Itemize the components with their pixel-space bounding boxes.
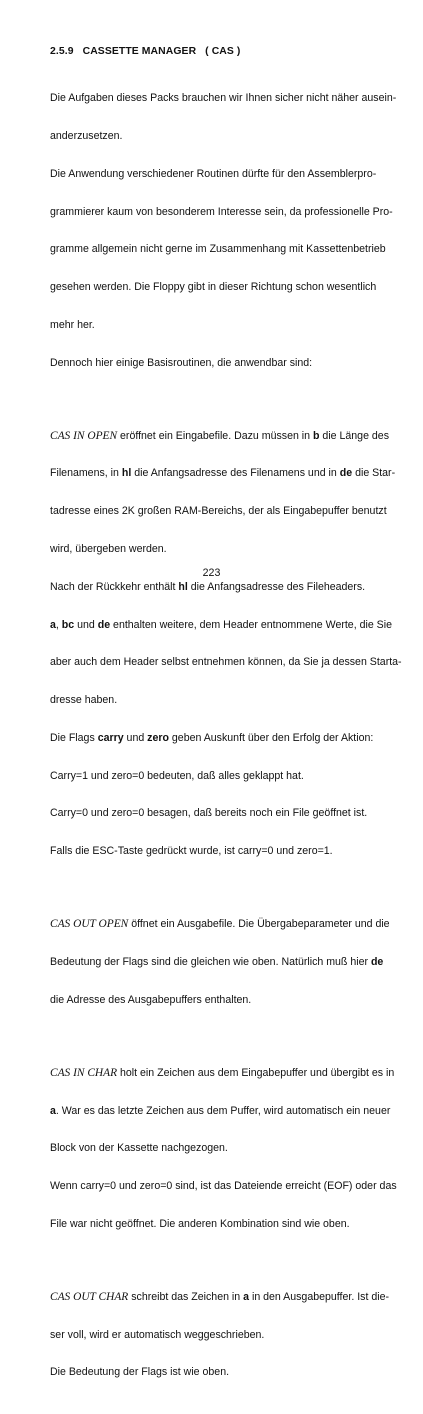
text-line: wird, übergeben werden. [50,542,167,555]
text-line: anderzusetzen. [50,129,123,142]
text-line: Carry=0 und zero=0 besagen, daß bereits noch ein File geöffnet ist. [50,807,368,820]
text-span: eröffnet ein Eingabefile. Dazu müssen in [117,429,313,442]
section-heading [50,46,380,57]
text-line: tadresse eines 2K großen RAM-Bereichs, der als Eingabepuffer benutzt [50,505,387,518]
register-name: a [50,1104,56,1117]
text-span: die Länge des [319,429,389,442]
text-span: , [55,618,62,631]
register-name: bc [61,618,75,631]
text-span: Nach der Rückkehr enthält [50,580,179,593]
text-line [50,1104,391,1118]
cas-in-char-paragraph [50,1042,397,1256]
routine-name: CAS IN OPEN [50,429,118,442]
text-span: schreibt das Zeichen in [128,1290,244,1303]
register-name: de [339,467,353,480]
text-line: gesehen werden. Die Floppy gibt in dieser Richtung schon wesentlich [50,281,377,294]
text-span: die Anfangsadresse des Fileheaders. [187,580,366,593]
section-suffix: ( CAS ) [205,46,241,57]
text-line: grammierer kaum von besonderem Interesse sein, da professionelle Pro- [50,205,393,218]
text-line: gramme allgemein nicht gerne im Zusammenhang mit Kassettenbetrieb [50,243,386,256]
routine-name: CAS IN CHAR [50,1066,118,1079]
text-span: enthalten weitere, dem Header entnommene Werte, die Sie [110,618,392,631]
text-span: die Star- [352,467,396,480]
text-span: geben Auskunft über den Erfolg der Aktion: [168,731,374,744]
text-line: Wenn carry=0 und zero=0 sind, ist das Dateiende erreicht (EOF) oder das [50,1180,397,1193]
text-line: die Adresse des Ausgabepuffers enthalten. [50,993,252,1006]
intro-paragraph [50,67,397,394]
text-line [50,467,396,480]
text-span: die Anfangsadresse des Filenamens und in [131,467,340,480]
text-line: Carry=1 und zero=0 bedeuten, daß alles geklappt hat. [50,769,304,782]
text-line: Dennoch hier einige Basisroutinen, die anwendbar sind: [50,356,313,369]
text-span: in den Ausgabepuffer. Ist die- [249,1290,389,1303]
text-span: Bedeutung der Flags sind die gleichen wie oben. Natürlich muß hier [50,955,371,968]
text-line: Falls die ESC-Taste gedrückt wurde, ist carry=0 und zero=1. [50,845,333,858]
text-span: Filenamens, in [50,467,122,480]
cas-in-open-paragraph [50,404,402,883]
text-line [50,955,384,969]
text-line [50,1066,395,1080]
text-span: holt ein Zeichen aus dem Eingabepuffer und übergibt es in [117,1066,395,1079]
cas-out-char-paragraph [50,1266,389,1405]
register-name: de [370,955,384,968]
register-name: b [313,429,320,442]
text-line [50,732,380,745]
cas-out-open-paragraph [50,893,390,1032]
text-line: dresse haben. [50,694,118,707]
register-name: hl [121,467,132,480]
text-span: öffnet ein Ausgabefile. Die Übergabeparameter und die [128,918,390,931]
text-line: File war nicht geöffnet. Die anderen Kombination sind wie oben. [50,1217,350,1230]
flag-name: zero [147,731,169,744]
text-line: Die Bedeutung der Flags ist wie oben. [50,1366,230,1379]
routine-name: CAS OUT OPEN [50,918,129,931]
text-span: . War es das letzte Zeichen aus dem Puffer, wird automatisch ein neuer [55,1104,391,1117]
text-line [50,918,390,931]
routine-name: CAS OUT CHAR [50,1290,129,1303]
text-line [50,618,392,632]
text-span: und [74,618,98,631]
register-name: a [243,1290,250,1303]
text-line: Die Anwendung verschiedener Routinen dürfte für den Assemblerpro- [50,167,377,180]
section-title: CASSETTE MANAGER [82,46,197,57]
text-line: Block von der Kassette nachgezogen. [50,1142,228,1155]
text-line: ser voll, wird er automatisch weggeschrieben. [50,1328,265,1341]
text-span: und [123,731,148,744]
text-span: Die Flags [50,731,98,744]
section-number: 2.5.9 [50,46,74,57]
text-line: aber auch dem Header selbst entnehmen können, da Sie ja dessen Starta- [50,656,402,669]
text-line [50,1290,389,1304]
text-line: mehr her. [50,318,95,331]
flag-name: carry [97,731,124,744]
register-name: hl [178,580,188,593]
register-name: de [97,618,111,631]
page-number: 223 [202,567,221,579]
document-page [50,46,402,1414]
text-line [50,429,389,443]
text-line [50,581,380,594]
text-line: Die Aufgaben dieses Packs brauchen wir Ihnen sicher nicht näher ausein- [50,92,397,105]
register-name: a [50,618,56,631]
